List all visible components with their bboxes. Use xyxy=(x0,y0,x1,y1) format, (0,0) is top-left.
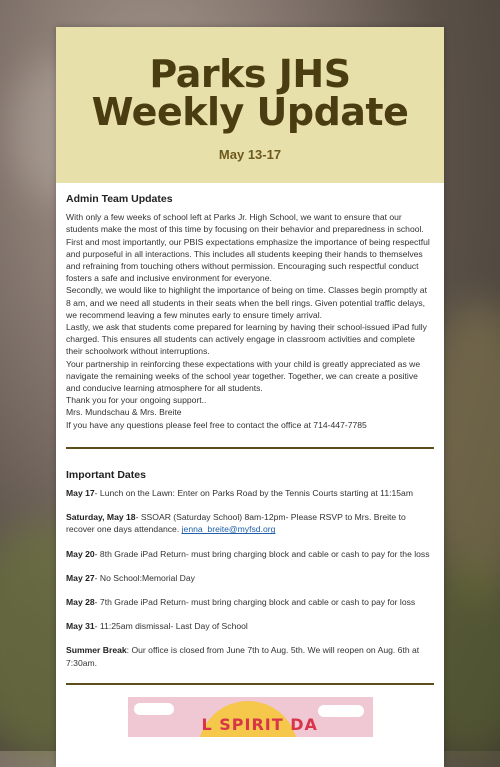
newsletter-card xyxy=(56,27,444,767)
event-text: - SSOAR (Saturday School) 8am-12pm- Please RSVP to Mrs. Breite to recover one days attendance. xyxy=(66,512,406,535)
cloud-shape xyxy=(134,703,174,715)
dates-section xyxy=(56,449,444,737)
admin-signature: Mrs. Mundschau & Mrs. Breite xyxy=(66,407,182,418)
event-item xyxy=(66,620,434,632)
event-date: Summer Break xyxy=(66,645,127,656)
event-text: - Lunch on the Lawn: Enter on Parks Road by the Tennis Courts starting at 11:15am xyxy=(94,488,413,499)
title-line-1: Parks JHS xyxy=(149,52,351,96)
cloud-shape xyxy=(318,705,364,717)
admin-contact: If you have any questions please feel free to contact the office at 714-447-7785 xyxy=(66,419,367,430)
event-text: - 7th Grade iPad Return- must bring charging block and cable or cash to pay for loss xyxy=(94,597,416,608)
event-date: May 31 xyxy=(66,621,95,632)
spirit-day-banner-image xyxy=(128,697,373,737)
event-date: May 27 xyxy=(66,572,95,583)
event-item xyxy=(66,596,434,608)
page-title xyxy=(56,27,444,134)
event-item xyxy=(66,487,434,499)
email-link[interactable]: jenna_breite@myfsd.org xyxy=(181,524,276,535)
date-range-subtitle: May 13-17 xyxy=(218,147,282,162)
event-date: May 20 xyxy=(66,548,95,559)
banner-text: L SPIRIT DA xyxy=(201,714,318,734)
admin-paragraph: First and most importantly, our PBIS expectations emphasize the importance of being respectful and purposeful in all interactions. This includes all students keeping their hands to themselves and refraining from touching others without permission. Encouraging such respectful conduct fosters a safe and inclusive environment for everyone. xyxy=(66,236,430,284)
admin-paragraph: Secondly, we would like to highlight the importance of being on time. Classes begin promptly at 8 am, and we need all students in their seats when the bell rings. Given potential traffic delays, we recommend leaving a few minutes early to ensure timely arrival. xyxy=(66,285,427,320)
event-text: - 8th Grade iPad Return- must bring charging block and cable or cash to pay for the loss xyxy=(94,548,430,559)
newsletter-header xyxy=(56,27,444,183)
event-text: : Our office is closed from June 7th to Aug. 5th. We will reopen on Aug. 6th at 7:30am. xyxy=(66,645,420,668)
title-line-2: Weekly Update xyxy=(91,90,409,134)
event-item xyxy=(66,572,434,584)
event-text: - 11:25am dismissal- Last Day of School xyxy=(94,621,248,632)
admin-section-title: Admin Team Updates xyxy=(66,193,173,205)
event-item xyxy=(66,511,434,535)
event-text: - No School:Memorial Day xyxy=(94,572,195,583)
admin-paragraph: Thank you for your ongoing support.. xyxy=(66,395,207,406)
event-date: May 17 xyxy=(66,488,95,499)
event-item xyxy=(66,644,434,668)
admin-paragraph: Lastly, we ask that students come prepared for learning by having their school-issued iPad fully charged. This ensures all students can actively engage in classroom activities and complete their schoolwork without interruptions. xyxy=(66,322,427,357)
admin-paragraph: With only a few weeks of school left at Parks Jr. High School, we want to ensure that our students make the most of this time by focusing on their behavior and preparedness in school. xyxy=(66,212,424,235)
admin-paragraph: Your partnership in reinforcing these expectations with your child is greatly appreciated as we navigate the remaining weeks of the school year together. Together, we can create a positive and conducive learning atmosphere for all students. xyxy=(66,358,421,394)
admin-section xyxy=(56,183,444,449)
dates-section-title: Important Dates xyxy=(66,468,146,481)
event-date: Saturday, May 18 xyxy=(66,512,136,523)
event-item xyxy=(66,548,434,560)
section-divider xyxy=(66,683,434,685)
event-date: May 28 xyxy=(66,597,95,608)
